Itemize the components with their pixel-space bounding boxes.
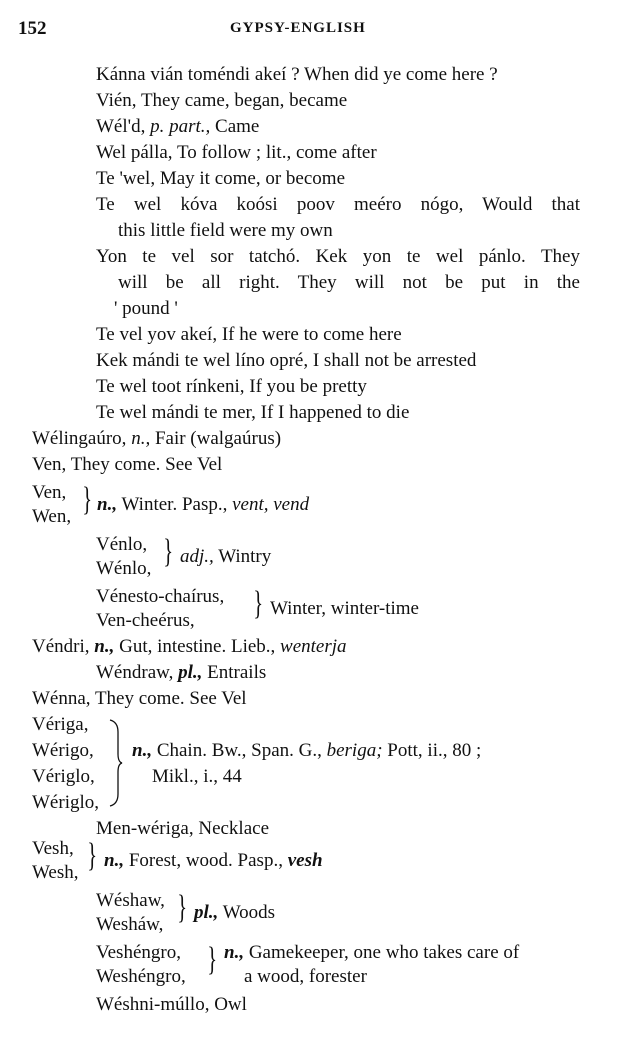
headword: Weshéngro,: [96, 966, 186, 987]
entry-line: [32, 428, 281, 450]
entry-line: Mikl., i., 44: [152, 766, 242, 787]
entry-line: [194, 902, 275, 924]
abbreviation: pl.,: [194, 902, 219, 923]
headword: Wériglo,: [32, 792, 100, 813]
entry-line: [97, 494, 309, 516]
abbreviation: pl.,: [178, 662, 203, 683]
definition: Gut, intestine. Lieb.,: [119, 636, 276, 657]
definition: a wood, forester: [244, 966, 367, 987]
abbreviation: adj.,: [180, 546, 214, 567]
entry-line: Vién, They came, began, became: [96, 90, 348, 111]
headword: Vénesto-chaírus,: [96, 586, 225, 607]
definition: Fair (walgaúrus): [154, 428, 282, 449]
cognate: beriga;: [326, 740, 383, 761]
brace-symbol: [108, 718, 124, 808]
headword: Vériga,: [32, 714, 89, 735]
brace-symbol: }: [82, 481, 93, 518]
headword: Vénlo,: [96, 534, 148, 555]
entry-line: [96, 662, 266, 684]
entry-line: Yon te vel sor tatchó. Kek yon te wel pánlo. They: [96, 246, 580, 267]
entry-line: [180, 546, 271, 568]
entry-line: Ven, They come. See Vel: [32, 454, 223, 475]
entry-line: [96, 116, 259, 138]
page-number: 152: [18, 18, 47, 39]
headword: Wesh,: [32, 862, 79, 883]
entry-line: ' pound ': [114, 298, 178, 319]
headword: Ven-cheérus,: [96, 610, 195, 631]
entry-line: Te wel kóva koósi poov meéro nógo, Would that: [96, 194, 580, 215]
definition: Woods: [222, 902, 276, 923]
definition: Wintry: [218, 546, 272, 567]
brace-symbol: }: [207, 941, 218, 978]
abbreviation: n.,: [104, 850, 125, 871]
entry-line: [224, 942, 519, 964]
headword: Wélingaúro,: [32, 428, 127, 449]
entry-line: Wel pálla, To follow ; lit., come after: [96, 142, 377, 163]
entry-line: Wéshni-múllo, Owl: [96, 994, 247, 1015]
abbreviation: n.,: [132, 740, 153, 761]
entry-line: [132, 740, 481, 762]
reference: Pott, ii., 80 ;: [387, 740, 482, 761]
entry-line: Te vel yov akeí, If he were to come here: [96, 324, 402, 345]
headword: Vesh,: [32, 838, 74, 859]
headword: Wen,: [32, 506, 72, 527]
entry-line: Te wel toot rínkeni, If you be pretty: [96, 376, 367, 397]
brace-symbol: }: [163, 533, 174, 570]
abbreviation: p. part.,: [150, 116, 211, 137]
brace-symbol: }: [87, 837, 98, 874]
abbreviation: n.,: [97, 494, 118, 515]
headword: Véndri,: [32, 636, 90, 657]
entry-line: Te 'wel, May it come, or become: [96, 168, 346, 189]
headword: Wéndraw,: [96, 662, 174, 683]
headword: Wéshaw,: [96, 890, 165, 911]
headword: Wénlo,: [96, 558, 152, 579]
entry-line: Te wel mándi te mer, If I happened to die: [96, 402, 410, 423]
headword: Wérigo,: [32, 740, 94, 761]
definition: Gamekeeper, one who takes care of: [248, 942, 520, 963]
running-title: GYPSY-ENGLISH: [230, 20, 366, 36]
definition: Winter. Pasp.,: [121, 494, 228, 515]
entry-line: will be all right. They will not be put in the: [118, 272, 580, 293]
entry-line: Kek mándi te wel líno opré, I shall not be arrested: [96, 350, 477, 371]
headword: Ven,: [32, 482, 67, 503]
headword: Vériglo,: [32, 766, 95, 787]
definition: Entrails: [207, 662, 267, 683]
brace-symbol: }: [177, 889, 188, 926]
definition: Chain. Bw., Span. G.,: [156, 740, 322, 761]
entry-line: [104, 850, 323, 872]
cognate: vesh: [287, 850, 323, 871]
abbreviation: n.,: [94, 636, 115, 657]
cognate: wenterja: [280, 636, 347, 657]
entry-line: Kánna vián toméndi akeí ? When did ye come here ?: [96, 64, 498, 85]
definition: Came: [215, 116, 260, 137]
definition: Forest, wood. Pasp.,: [128, 850, 283, 871]
brace-symbol: }: [253, 585, 264, 622]
entry-line: this little field were my own: [118, 220, 333, 241]
entry-line: Wénna, They come. See Vel: [32, 688, 247, 709]
cognate: vent, vend: [232, 494, 310, 515]
headword: Wesháw,: [96, 914, 164, 935]
entry-line: Men-wériga, Necklace: [96, 818, 270, 839]
definition: Winter, winter-time: [270, 598, 419, 619]
entry-line: [32, 636, 347, 658]
headword: Veshéngro,: [96, 942, 181, 963]
headword: Wél'd,: [96, 116, 146, 137]
abbreviation: n.,: [224, 942, 245, 963]
abbreviation: n.,: [131, 428, 151, 449]
